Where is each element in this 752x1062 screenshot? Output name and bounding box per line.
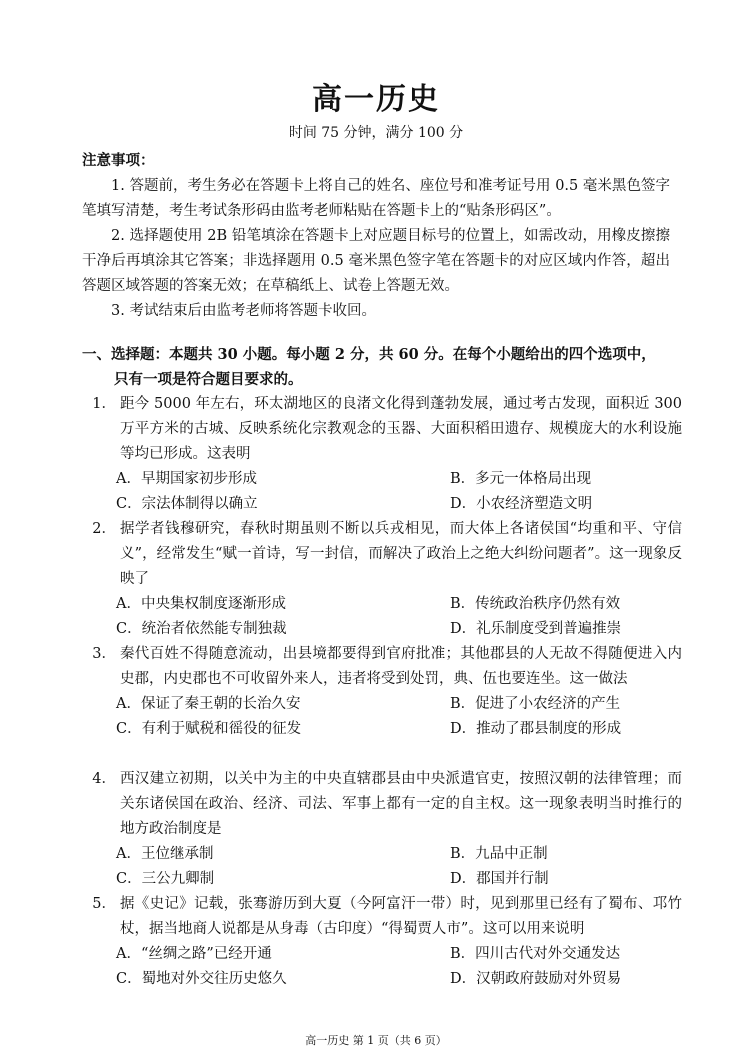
notes-item-3: 3. 考试结束后由监考老师将答题卡收回。 bbox=[111, 303, 376, 319]
section-heading-line2: 只有一项是符合题目要求的。 bbox=[114, 371, 303, 388]
option-b: B．传统政治秩序仍然有效 bbox=[450, 596, 621, 612]
option-c: C．统治者依然能专制独裁 bbox=[116, 621, 287, 637]
option-c: C．宗法体制得以确立 bbox=[116, 496, 258, 512]
option-a: A．早期国家初步形成 bbox=[116, 471, 257, 487]
notes-item-1: 1. 答题前，考生务必在答题卡上将自己的姓名、座位号和准考证号用 0.5 毫米黑色签字笔填写清楚，考生考试条形码由监考老师粘贴在答题卡上的“贴条形码区”。 bbox=[82, 178, 670, 219]
question-stem: 西汉建立初期，以关中为主的中央直辖郡县由中央派遣官吏，按照汉朝的法律管理；而关东诸侯国在政治、经济、司法、军事上都有一定的自主权。这一现象表明当时推行的地方政治制度是 bbox=[120, 771, 682, 837]
question-5 bbox=[82, 892, 682, 992]
question-number: 4． bbox=[92, 771, 116, 787]
option-b: B．四川古代对外交通发达 bbox=[450, 946, 621, 962]
option-b: B．促进了小农经济的产生 bbox=[450, 696, 621, 712]
question-number: 2． bbox=[92, 521, 116, 537]
option-d: D．礼乐制度受到普遍推崇 bbox=[450, 621, 622, 637]
exam-time-info: 时间 75 分钟，满分 100 分 bbox=[288, 125, 464, 141]
question-number: 1． bbox=[92, 396, 116, 412]
option-a: A．“丝绸之路”已经开通 bbox=[116, 946, 272, 962]
option-a: A．王位继承制 bbox=[116, 846, 214, 862]
option-d: D．小农经济塑造文明 bbox=[450, 496, 593, 512]
question-number: 5． bbox=[92, 896, 116, 912]
section-heading bbox=[82, 342, 682, 392]
section-heading-line1: 一、选择题：本题共 30 小题。每小题 2 分，共 60 分。在每个小题给出的四个选项中， bbox=[82, 346, 656, 363]
notes-item-2: 2. 选择题使用 2B 铅笔填涂在答题卡上对应题目标号的位置上，如需改动，用橡皮擦擦干净后再填涂其它答案；非选择题用 0.5 毫米黑色签字笔在答题卡的对应区域内作答，超出答题区域答题的答案无效；在草稿纸上、试卷上答题无效。 bbox=[82, 228, 670, 294]
question-stem: 据《史记》记载，张骞游历到大夏（今阿富汗一带）时，见到那里已经有了蜀布、邛竹杖，据当地商人说都是从身毒（古印度）“得蜀贾人市”。这可以用来说明 bbox=[120, 896, 682, 937]
option-d: D．郡国并行制 bbox=[450, 871, 549, 887]
question-1 bbox=[82, 392, 682, 517]
question-4 bbox=[82, 767, 682, 892]
question-stem: 距今 5000 年左右，环太湖地区的良渚文化得到蓬勃发展，通过考古发现，面积近 300 万平方米的古城、反映系统化宗教观念的玉器、大面积稻田遗存、规模庞大的水利设施等均已形成。这表明 bbox=[120, 396, 682, 462]
option-b: B．多元一体格局出现 bbox=[450, 471, 592, 487]
option-c: C．蜀地对外交往历史悠久 bbox=[116, 971, 287, 987]
question-number: 3． bbox=[92, 646, 116, 662]
option-a: A．中央集权制度逐渐形成 bbox=[116, 596, 286, 612]
page-title: 高一历史 bbox=[312, 82, 440, 117]
option-d: D．汉朝政府鼓励对外贸易 bbox=[450, 971, 622, 987]
notes-heading: 注意事项： bbox=[82, 152, 155, 169]
option-d: D．推动了郡县制度的形成 bbox=[450, 721, 622, 737]
option-a: A．保证了秦王朝的长治久安 bbox=[116, 696, 301, 712]
option-b: B．九品中正制 bbox=[450, 846, 548, 862]
question-stem: 据学者钱穆研究，春秋时期虽则不断以兵戎相见，而大体上各诸侯国“均重和平、守信义”，经常发生“赋一首诗，写一封信，而解决了政治上之绝大纠纷问题者”。这一现象反映了 bbox=[120, 521, 682, 587]
option-c: C．三公九卿制 bbox=[116, 871, 215, 887]
question-2 bbox=[82, 517, 682, 642]
option-c: C．有利于赋税和徭役的征发 bbox=[116, 721, 302, 737]
question-3 bbox=[82, 642, 682, 742]
page-footer: 高一历史 第 1 页（共 6 页） bbox=[305, 1034, 447, 1047]
question-stem: 秦代百姓不得随意流动，出县境都要得到官府批准；其他郡县的人无故不得随便进入内史郡，内史郡也不可收留外来人，违者将受到处罚，典、伍也要连坐。这一做法 bbox=[120, 646, 682, 687]
